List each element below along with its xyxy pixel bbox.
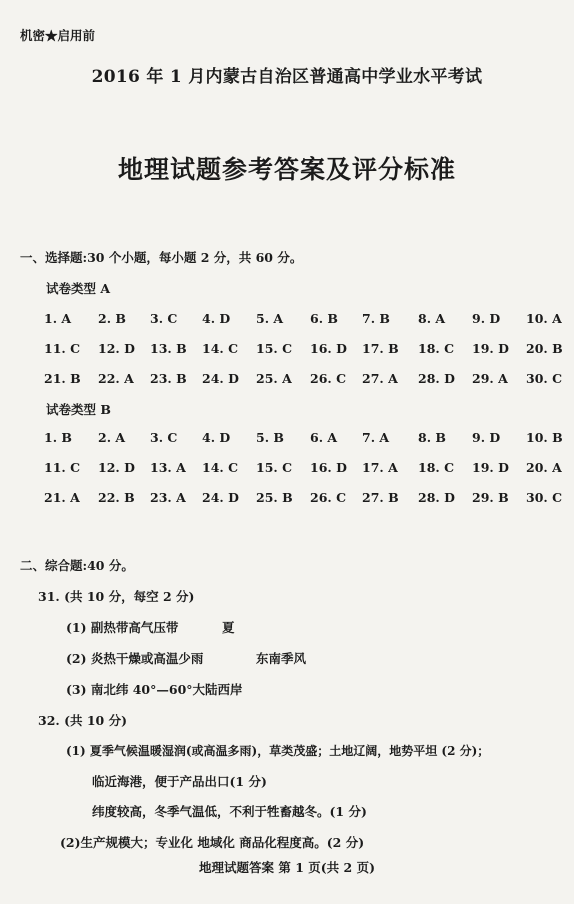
answer-row (44, 371, 564, 389)
answer-cell: 14. C (202, 341, 239, 356)
answer-cell: 12. D (98, 460, 135, 475)
answer-cell: 17. A (362, 460, 398, 475)
answer-cell: 24. D (202, 490, 239, 505)
answer-cell: 7. A (362, 430, 390, 445)
answer-row (44, 460, 564, 478)
answer-cell: 30. C (526, 490, 563, 505)
answer-row (44, 341, 564, 359)
answer-cell: 12. D (98, 341, 135, 356)
answer-cell: 4. D (202, 311, 231, 326)
answer-cell: 11. C (44, 341, 81, 356)
q32-heading: 32. (共 10 分) (38, 713, 128, 728)
answer-cell: 15. C (256, 341, 293, 356)
answer-cell: 17. B (362, 341, 399, 356)
q31-heading: 31. (共 10 分，每空 2 分) (38, 589, 195, 604)
q31-answer-2: (2) 炎热干燥或高温少雨 (66, 651, 204, 666)
answer-cell: 20. B (526, 341, 563, 356)
answer-cell: 26. C (310, 490, 347, 505)
answer-cell: 13. A (150, 460, 186, 475)
answer-cell: 30. C (526, 371, 563, 386)
answer-cell: 26. C (310, 371, 347, 386)
answer-cell: 3. C (150, 430, 178, 445)
paper-a-label: 试卷类型 A (46, 281, 111, 296)
answer-cell: 2. B (98, 311, 126, 326)
section-1-heading: 一、选择题:30 个小题，每小题 2 分，共 60 分。 (20, 250, 303, 265)
answer-cell: 28. D (418, 490, 455, 505)
answer-cell: 9. D (472, 430, 501, 445)
answer-cell: 23. A (150, 490, 186, 505)
answer-cell: 6. B (310, 311, 338, 326)
q32-answer-1-line-1: (1) 夏季气候温暖湿润(或高温多雨)，草类茂盛；土地辽阔，地势平坦 (2 分)； (66, 744, 490, 758)
answer-row (44, 490, 564, 508)
answer-cell: 27. A (362, 371, 398, 386)
answer-cell: 28. D (418, 371, 455, 386)
answer-cell: 29. A (472, 371, 508, 386)
q32-answer-1-line-3: 纬度较高，冬季气温低，不利于牲畜越冬。(1 分) (92, 804, 367, 819)
answer-cell: 25. A (256, 371, 292, 386)
answer-row (44, 311, 564, 329)
answer-cell: 8. B (418, 430, 446, 445)
document-title: 地理试题参考答案及评分标准 (117, 155, 456, 184)
answer-cell: 16. D (310, 460, 347, 475)
answer-cell: 6. A (310, 430, 338, 445)
q31-answer-1: (1) 副热带高气压带 (66, 620, 179, 635)
answer-cell: 8. A (418, 311, 446, 326)
answer-cell: 5. A (256, 311, 284, 326)
answer-cell: 15. C (256, 460, 293, 475)
answer-cell: 24. D (202, 371, 239, 386)
answer-cell: 18. C (418, 460, 455, 475)
answer-cell: 4. D (202, 430, 231, 445)
answer-cell: 11. C (44, 460, 81, 475)
answer-cell: 1. A (44, 311, 72, 326)
answer-cell: 10. B (526, 430, 563, 445)
answer-cell: 22. B (98, 490, 135, 505)
answer-cell: 21. A (44, 490, 80, 505)
paper-b-label: 试卷类型 B (46, 402, 111, 417)
answer-cell: 21. B (44, 371, 81, 386)
q31-answer-2-extra: 东南季风 (256, 651, 307, 666)
q32-answer-1-line-2: 临近海港，便于产品出口(1 分) (92, 774, 267, 789)
answer-cell: 29. B (472, 490, 509, 505)
answer-cell: 9. D (472, 311, 501, 326)
answer-cell: 7. B (362, 311, 390, 326)
exam-title: 2016 年 1 月内蒙古自治区普通高中学业水平考试 (91, 67, 483, 87)
secret-mark: 机密★启用前 (20, 28, 96, 43)
answer-cell: 20. A (526, 460, 562, 475)
answer-cell: 5. B (256, 430, 284, 445)
section-2-heading: 二、综合题:40 分。 (20, 558, 134, 573)
answer-cell: 1. B (44, 430, 72, 445)
answer-cell: 10. A (526, 311, 562, 326)
answer-cell: 25. B (256, 490, 293, 505)
q31-answer-1-extra: 夏 (222, 620, 235, 635)
q32-answer-2: (2)生产规模大；专业化 地域化 商品化程度高。(2 分) (60, 835, 365, 850)
answer-cell: 18. C (418, 341, 455, 356)
answer-cell: 19. D (472, 341, 509, 356)
answer-cell: 23. B (150, 371, 187, 386)
answer-cell: 16. D (310, 341, 347, 356)
q31-answer-3: (3) 南北纬 40°—60°大陆西岸 (66, 682, 243, 697)
page-footer: 地理试题答案 第 1 页(共 2 页) (199, 860, 375, 875)
answer-cell: 19. D (472, 460, 509, 475)
answer-cell: 2. A (98, 430, 126, 445)
answer-cell: 3. C (150, 311, 178, 326)
answer-cell: 22. A (98, 371, 134, 386)
answer-cell: 27. B (362, 490, 399, 505)
answer-cell: 14. C (202, 460, 239, 475)
answer-row (44, 430, 564, 448)
answer-cell: 13. B (150, 341, 187, 356)
